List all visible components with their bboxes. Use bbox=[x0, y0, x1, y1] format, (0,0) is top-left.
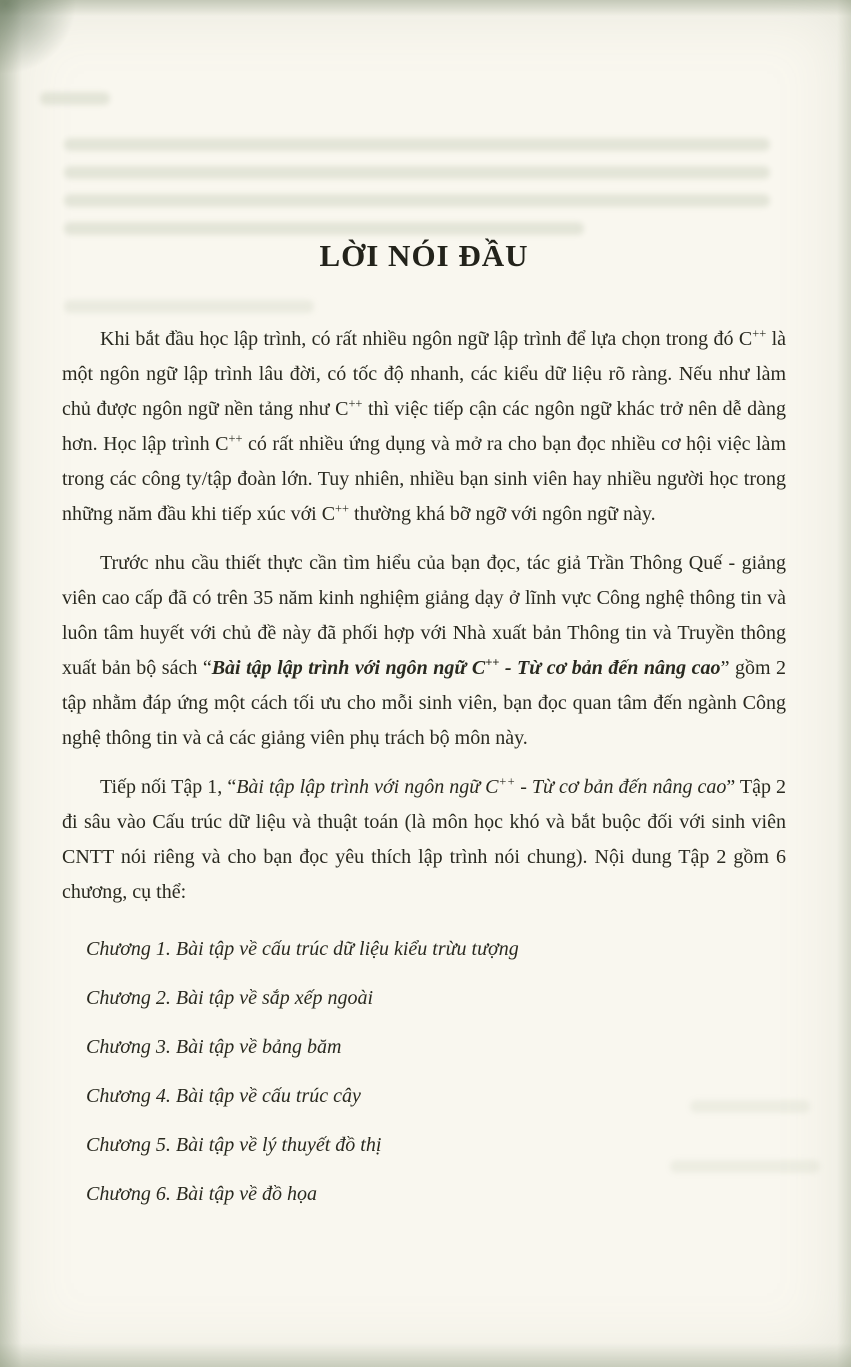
ghost-line bbox=[64, 194, 770, 207]
chapter-item: Chương 2. Bài tập về sắp xếp ngoài bbox=[86, 987, 374, 1009]
ghost-line bbox=[40, 92, 110, 105]
page-content bbox=[62, 238, 786, 1226]
chapter-list bbox=[62, 932, 786, 1212]
chapter-item: Chương 4. Bài tập về cấu trúc cây bbox=[86, 1085, 361, 1107]
page-title: LỜI NÓI ĐẦU bbox=[319, 238, 529, 273]
paragraph: Tiếp nối Tập 1, “Bài tập lập trình với ngôn ngữ C++ - Từ cơ bản đến nâng cao” Tập 2 đi sâu vào Cấu trúc dữ liệu và thuật toán (là môn học khó và bắt buộc đối với sinh viên CNTT nói riêng và cho bạn đọc yêu thích lập trình nói chung). Nội dung Tập 2 gồm 6 chương, cụ thể: bbox=[62, 774, 787, 903]
preface-paragraphs bbox=[62, 322, 786, 910]
ghost-line bbox=[64, 138, 770, 151]
paragraph: Khi bắt đầu học lập trình, có rất nhiều ngôn ngữ lập trình để lựa chọn trong đó C++ là một ngôn ngữ lập trình lâu đời, có tốc độ nhanh, các kiểu dữ liệu rõ ràng. Nếu như làm chủ được ngôn ngữ nền tảng như C++ thì việc tiếp cận các ngôn ngữ khác trở nên dễ dàng hơn. Học lập trình C++ có rất nhiều ứng dụng và mở ra cho bạn đọc nhiều cơ hội việc làm trong các công ty/tập đoàn lớn. Tuy nhiên, nhiều bạn sinh viên hay nhiều người học trong những năm đầu khi tiếp xúc với C++ thường khá bỡ ngỡ với ngôn ngữ này. bbox=[62, 326, 786, 525]
paragraph: Trước nhu cầu thiết thực cần tìm hiểu của bạn đọc, tác giả Trần Thông Quế - giảng viên cao cấp đã có trên 35 năm kinh nghiệm giảng dạy ở lĩnh vực Công nghệ thông tin và luôn tâm huyết với chủ đề này đã phối hợp với Nhà xuất bản Thông tin và Truyền thông xuất bản bộ sách “Bài tập lập trình với ngôn ngữ C++ - Từ cơ bản đến nâng cao” gồm 2 tập nhằm đáp ứng một cách tối ưu cho mỗi sinh viên, bạn đọc quan tâm đến ngành Công nghệ thông tin và cả các giảng viên phụ trách bộ môn này. bbox=[62, 552, 786, 749]
chapter-item: Chương 3. Bài tập về bảng băm bbox=[86, 1036, 342, 1058]
ghost-line bbox=[64, 166, 770, 179]
chapter-item: Chương 1. Bài tập về cấu trúc dữ liệu kiểu trừu tượng bbox=[86, 938, 519, 960]
chapter-item: Chương 6. Bài tập về đồ họa bbox=[86, 1183, 318, 1205]
ghost-line bbox=[64, 222, 584, 235]
chapter-item: Chương 5. Bài tập về lý thuyết đồ thị bbox=[86, 1134, 382, 1156]
